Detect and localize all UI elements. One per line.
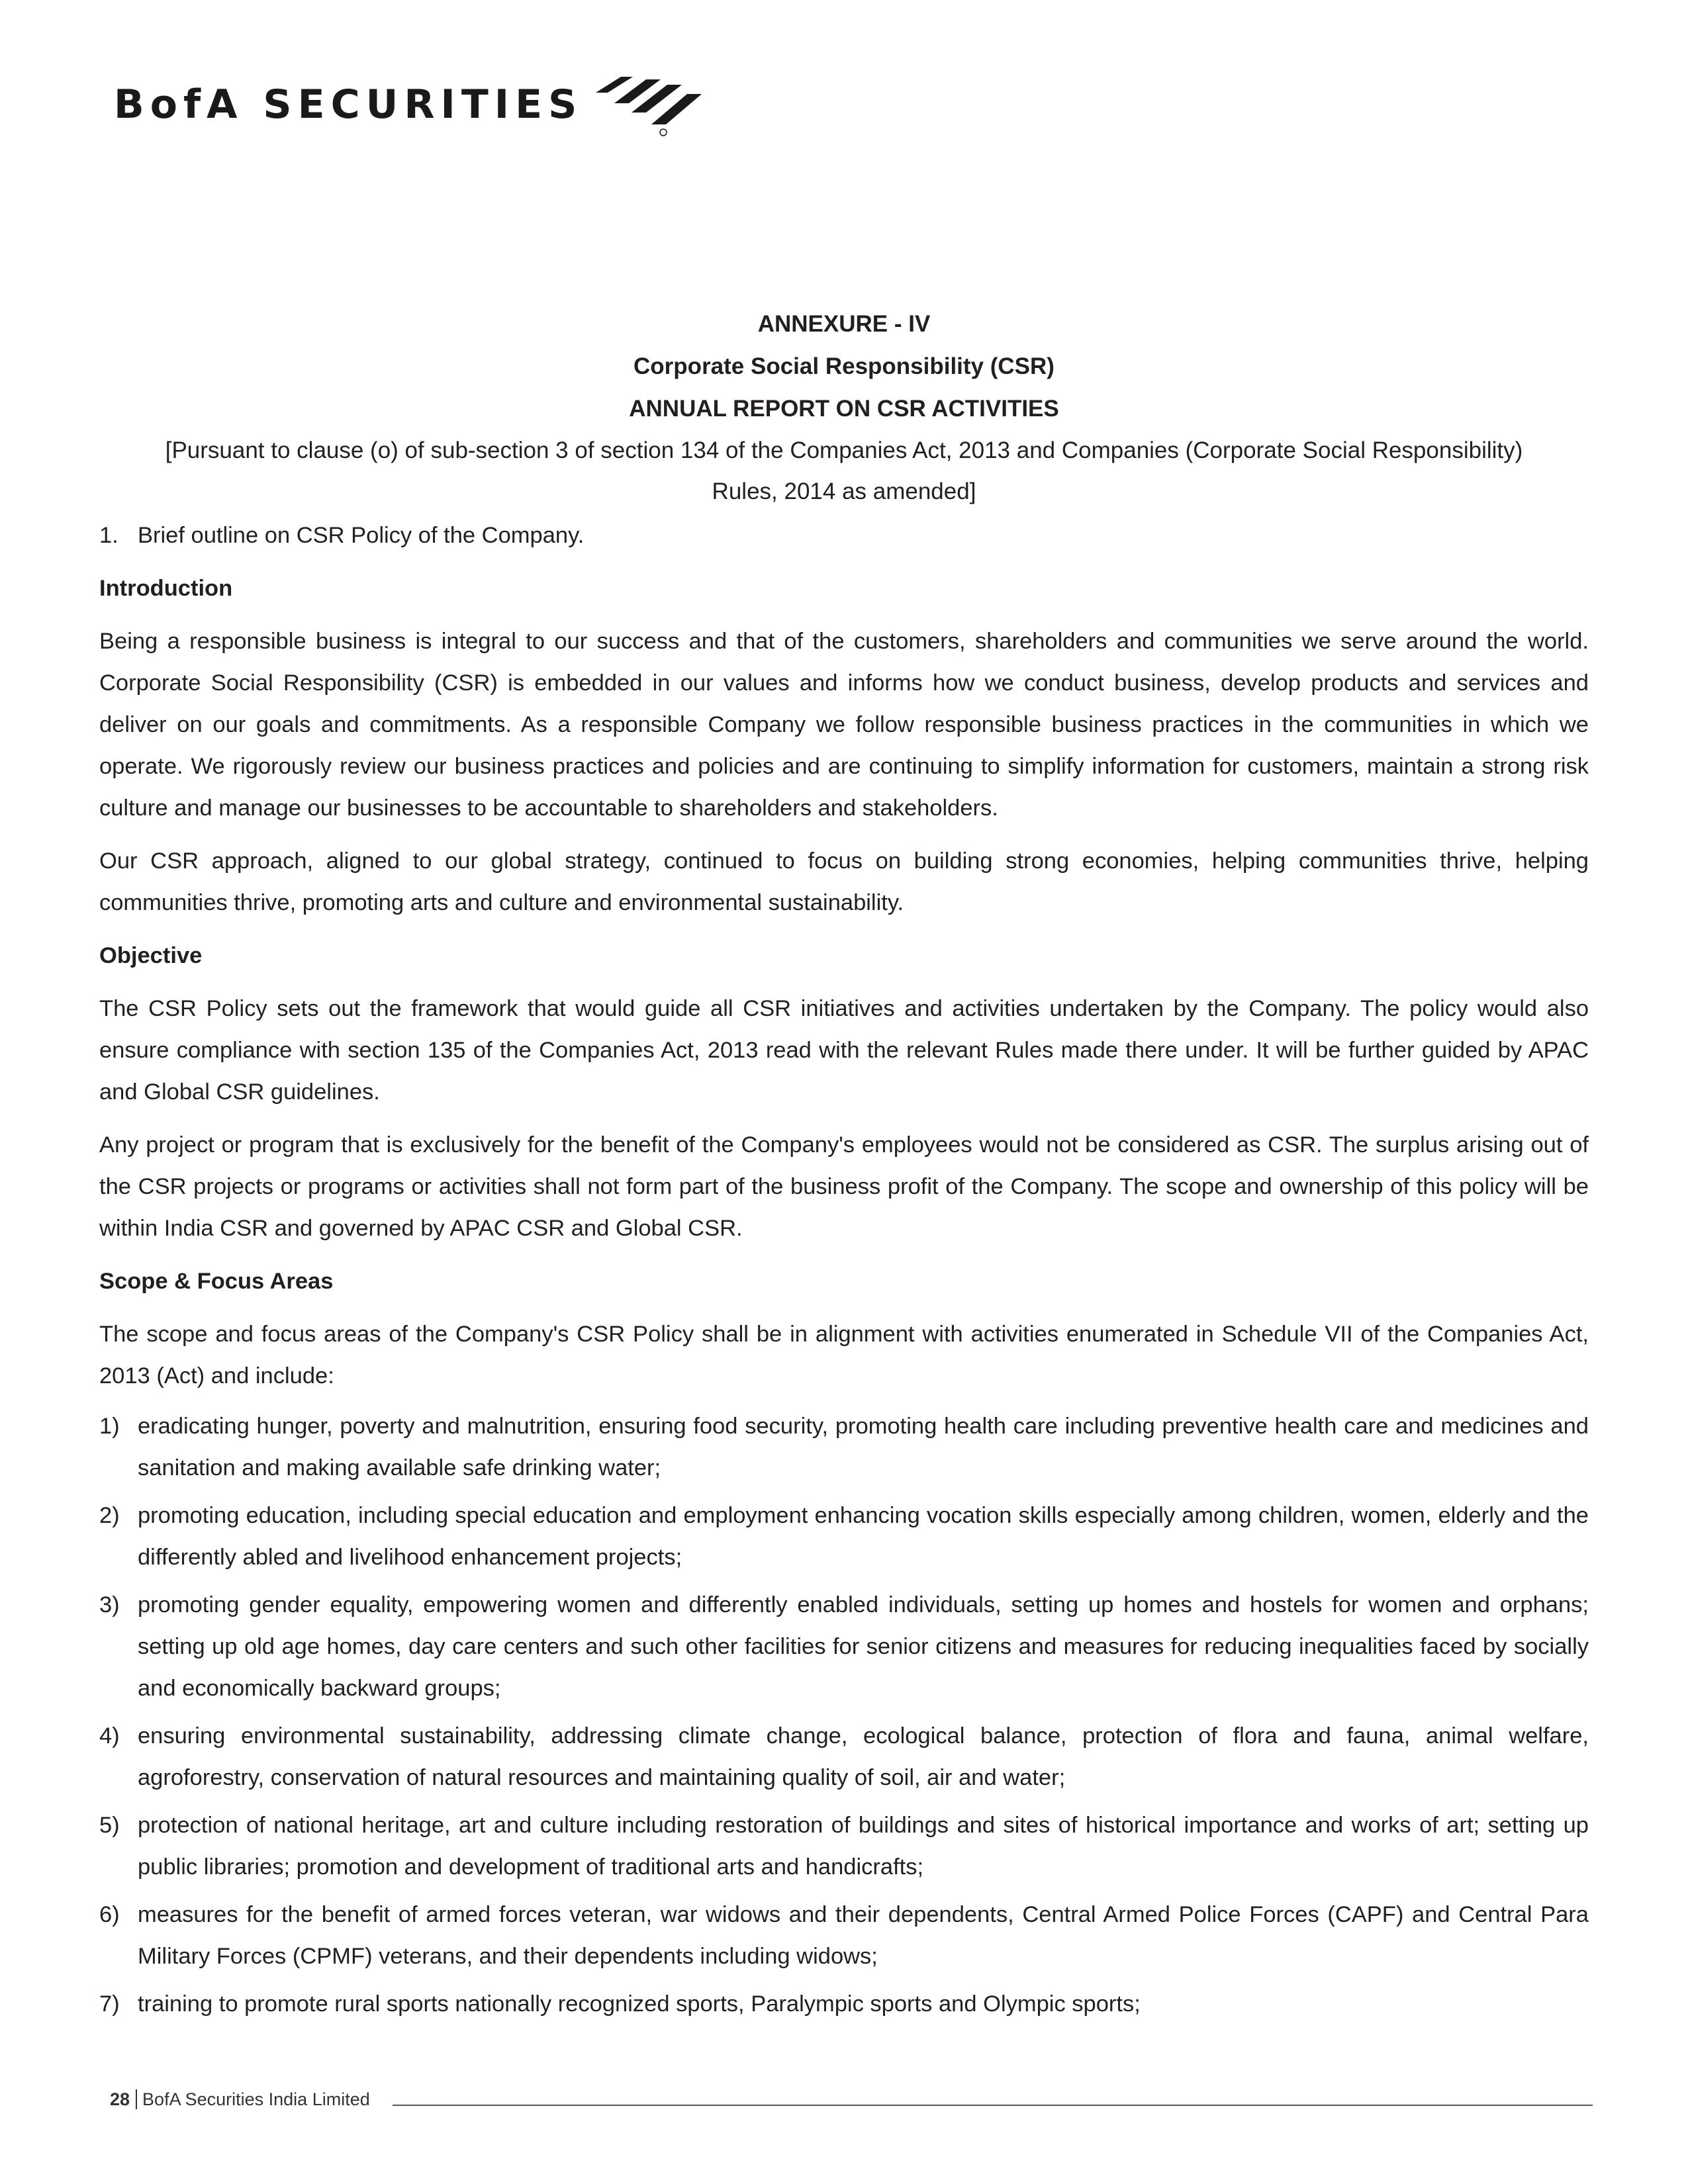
- introduction-heading: Introduction: [99, 576, 233, 601]
- document-body: [99, 515, 1589, 2031]
- objective-paragraph-2: Any project or program that is exclusively for the benefit of the Company's employees would not be considered as CSR. The surplus arising out of the CSR projects or programs or activities shall not form part of the business profit of the Company. The scope and ownership of this policy will be within India CSR and governed by APAC CSR and Global CSR.: [99, 1132, 1589, 1241]
- section-number: 1.: [99, 523, 118, 548]
- list-item-text: measures for the benefit of armed forces veteran, war widows and their dependents, Central Armed Police Forces (CAPF) and Central Para Military Forces (CPMF) veterans, and their dependents including widows;: [138, 1902, 1589, 1969]
- list-item: [99, 1584, 1589, 1709]
- footer-company-name: BofA Securities India Limited: [142, 2089, 370, 2109]
- section-text: Brief outline on CSR Policy of the Company.: [138, 523, 585, 548]
- pursuant-note-line-2: Rules, 2014 as amended]: [712, 478, 976, 504]
- pursuant-note-line-1: [Pursuant to clause (o) of sub-section 3 of section 134 of the Companies Act, 2013 and Companies (Corporate Social Responsibility): [165, 437, 1523, 463]
- list-item-number: 6): [99, 1902, 120, 1927]
- list-item-number: 1): [99, 1414, 120, 1439]
- introduction-paragraph-1: Being a responsible business is integral to our success and that of the customers, shareholders and communities we serve around the world. Corporate Social Responsibility (CSR) is embedded in our values and informs how we conduct business, develop products and services and deliver on our goals and commitments. As a responsible Company we follow responsible business practices in the communities in which we operate. We rigorously review our business practices and policies and are continuing to simplify information for customers, maintain a strong risk culture and manage our businesses to be accountable to shareholders and stakeholders.: [99, 629, 1589, 821]
- list-item: [99, 1983, 1589, 2025]
- list-item-number: 5): [99, 1813, 120, 1838]
- list-item-text: training to promote rural sports nationally recognized sports, Paralympic sports and Olympic sports;: [138, 1991, 1141, 2017]
- list-item: [99, 1805, 1589, 1888]
- footer-rule: [393, 2105, 1593, 2106]
- list-item-text: promoting education, including special education and employment enhancing vocation skills especially among children, women, elderly and the differently abled and livelihood enhancement projects;: [138, 1503, 1589, 1570]
- scope-heading: Scope & Focus Areas: [99, 1269, 334, 1294]
- objective-paragraph-1: The CSR Policy sets out the framework that would guide all CSR initiatives and activities undertaken by the Company. The policy would also ensure compliance with section 135 of the Companies Act, 2013 read with the relevant Rules made there under. It will be further guided by APAC and Global CSR guidelines.: [99, 996, 1589, 1105]
- list-item-number: 7): [99, 1991, 120, 2017]
- list-item: [99, 1406, 1589, 1489]
- list-item: [99, 1715, 1589, 1799]
- report-title: ANNUAL REPORT ON CSR ACTIVITIES: [629, 396, 1059, 422]
- list-item-text: promoting gender equality, empowering women and differently enabled individuals, setting up homes and hostels for women and orphans; setting up old age homes, day care centers and such other facilities for senior citizens and measures for reducing inequalities faced by socially and economically backward groups;: [138, 1592, 1589, 1701]
- document-header: [99, 303, 1589, 512]
- scope-intro: The scope and focus areas of the Company's CSR Policy shall be in alignment with activities enumerated in Schedule VII of the Companies Act, 2013 (Act) and include:: [99, 1322, 1589, 1388]
- list-item-text: eradicating hunger, poverty and malnutrition, ensuring food security, promoting health care including preventive health care and medicines and sanitation and making available safe drinking water;: [138, 1414, 1589, 1480]
- page-number: 28: [110, 2089, 137, 2109]
- page-footer: [110, 2086, 1593, 2113]
- document-title: Corporate Social Responsibility (CSR): [633, 353, 1055, 379]
- list-item: [99, 1495, 1589, 1578]
- list-item-number: 3): [99, 1592, 120, 1617]
- brand-logo: [114, 71, 707, 138]
- introduction-paragraph-2: Our CSR approach, aligned to our global strategy, continued to focus on building strong economies, helping communities thrive, helping communities thrive, promoting arts and culture and environmental sustainability.: [99, 848, 1589, 915]
- list-item-text: protection of national heritage, art and culture including restoration of buildings and sites of historical importance and works of art; setting up public libraries; promotion and development of traditional arts and handicrafts;: [138, 1813, 1589, 1880]
- brand-wordmark: BofA SECURITIES: [114, 81, 583, 128]
- flag-logo-icon: [594, 71, 707, 138]
- list-item: [99, 1894, 1589, 1978]
- list-item-number: 4): [99, 1723, 120, 1749]
- list-item-text: ensuring environmental sustainability, addressing climate change, ecological balance, protection of flora and fauna, animal welfare, agroforestry, conservation of natural resources and maintaining quality of soil, air and water;: [138, 1723, 1589, 1790]
- list-item-number: 2): [99, 1503, 120, 1528]
- section-1-heading: [99, 515, 1589, 557]
- objective-heading: Objective: [99, 943, 203, 968]
- annexure-label: ANNEXURE - IV: [757, 311, 931, 337]
